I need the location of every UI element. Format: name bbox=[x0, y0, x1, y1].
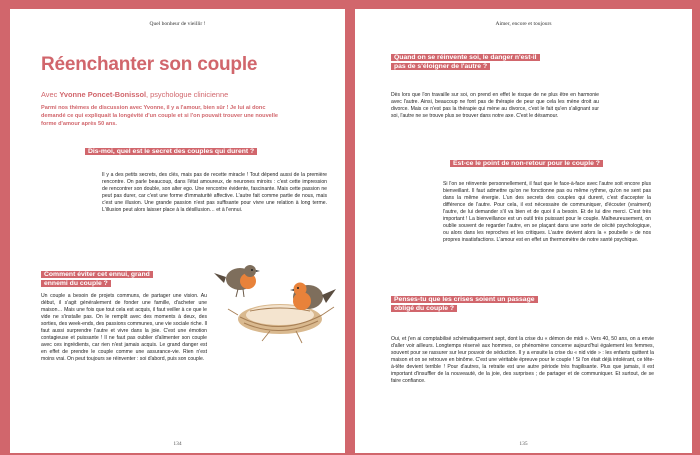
robin-left-icon bbox=[214, 265, 260, 297]
question-heading-2 bbox=[41, 270, 169, 288]
left-page bbox=[10, 9, 345, 453]
question-3-text: Quand on se réinvente soi, le danger n'est-il pas de s'éloigner de l'autre ? bbox=[391, 54, 540, 70]
question-heading-3 bbox=[391, 53, 546, 71]
question-heading-5 bbox=[391, 295, 541, 313]
question-heading-1 bbox=[85, 147, 275, 156]
lede-paragraph: Parmi nos thèmes de discussion avec Yvonne, il y a l'amour, bien sûr ! Je lui ai donc demandé ce qui expliquait la longévité d'un couple et si l'on pouvait trouver une nouvelle forme d'amour après 50 ans. bbox=[41, 105, 279, 127]
answer-paragraph-3: Dès lors que l'on travaille sur soi, on prend en effet le risque de ne plus être en harmonie avec l'autre. Ainsi, beaucoup ne font pas de thérapie de peur que cela les mène droit au divorce. Mais ce n'est pas la thérapie qui mène au divorce, c'est le fait qu'en s'alignant sur soi, l'autre ne se trouve plus se trouver dans notre axe. C'est le désamour. bbox=[391, 92, 599, 119]
page-number-left: 134 bbox=[173, 441, 182, 447]
answer-paragraph-1: Il y a des petits secrets, des clés, mais pas de recette miracle ! Tout dépend aussi de la première rencontre. On parle beaucoup, dans l'état amoureux, de neurones miroirs : c'est cette impression de rencontrer son double, son alter ego. Une rencontre évidente, fascinante. Mais cette passion ne peut pas durer, car c'est une forme d'immaturité affective. L'autre fait comme partie de nous, mais c'est une illusion. Une grande passion n'est pas suffisante pour vivre une relation à long terme. L'illusion peut alors laisser place à la désillusion… et à l'ennui. bbox=[102, 172, 327, 213]
robin-right-icon bbox=[290, 283, 336, 311]
byline-prefix: Avec bbox=[41, 90, 60, 99]
question-5-text: Penses-tu que les crises soient un passage obligé du couple ? bbox=[391, 296, 538, 312]
byline-name: Yvonne Poncet-Bonissol bbox=[59, 90, 147, 99]
byline-suffix: , psychologue clinicienne bbox=[146, 90, 229, 99]
answer-paragraph-5: Oui, et j'en ai comptabilisé schématiquement sept, dont la crise du « démon de midi ». Vers 40, 50 ans, on a envie d'aller voir ailleurs. Longtemps réservé aux hommes, ce phénomène concerne aujourd'hui également les femmes, souvent pour se rassurer sur leur pouvoir de séduction. Il y a ensuite la crise du « nid vide » : les enfants quittent la maison et on se retrouve en binôme. C'est une véritable épreuve pour le couple ! Si l'on était déjà intolérant, ce tête-à-tête devient terrible ! Pour d'autres, la retraite est une autre période très fragilisante. Plus que jamais, il est important d'insuffler de la nouveauté, de la joie, des surprises ; de partager et de communiquer. Et surtout, de se faire confiance. bbox=[391, 336, 654, 384]
page-number-right: 135 bbox=[519, 441, 528, 447]
right-page bbox=[355, 9, 692, 453]
answer-paragraph-2: Un couple a besoin de projets communs, de partager une vision. Au début, il s'agit généralement de fonder une famille, d'acheter une maison… Mais une fois que tout cela est acquis, il faut veiller à ce que le vide ne s'installe pas. On le remplit avec des moments à deux, des sorties, des week-ends, des passions communes, une vie sociale riche. Il faut aussi surprendre l'autre et vivre dans la joie. C'est une émotion contagieuse et puissante ! Il ne faut pas oublier d'alimenter son couple avec ces ingrédients, car rien n'est jamais acquis. Le grand danger est en effet de prendre le couple comme une assurance-vie. Rien n'est moins vrai. On peut toujours se réinventer : soi d'abord, puis son couple. bbox=[41, 293, 207, 362]
page-title: Réenchanter son couple bbox=[41, 54, 258, 75]
question-1-text: Dis-moi, quel est le secret des couples qui durent ? bbox=[85, 148, 257, 155]
running-head-left: Quel bonheur de vieillir ! bbox=[149, 21, 206, 27]
byline bbox=[41, 90, 228, 99]
running-head-right: Aimer, encore et toujours bbox=[495, 21, 552, 27]
question-4-text: Est-ce le point de non-retour pour le couple ? bbox=[450, 160, 603, 167]
robins-and-nest-illustration bbox=[210, 257, 360, 347]
gutter bbox=[345, 9, 355, 455]
question-2-text: Comment éviter cet ennui, grand ennemi du couple ? bbox=[41, 271, 153, 287]
question-heading-4 bbox=[450, 159, 645, 168]
answer-paragraph-4: Si l'on se réinvente personnellement, il faut que le face-à-face avec l'autre soit encore plus bienveillant. Il faut admettre qu'on ne fonctionne pas ou même rythme, qu'on ne sent pas dans la même énergie. L'un des secrets des couples qui durent, c'est d'accepter la différence de l'autre. Pour cela, il est nécessaire de communiquer, d'écouter (vraiment) l'autre, de lui demander s'il va bien et de quoi il a besoin. Et de lui dire merci. C'est très important ! La bienveillance est un outil très puissant pour le couple. Malheureusement, on oublie souvent de regarder l'autre, en se plaçant dans une sorte de cécité psychologique, ou alors dans les reproches et les critiques. L'autre devient alors la « poubelle » de nos propres insatisfactions. L'amour est en effet un thermomètre de notre santé psychique. bbox=[443, 181, 651, 243]
nest-icon bbox=[228, 304, 334, 343]
